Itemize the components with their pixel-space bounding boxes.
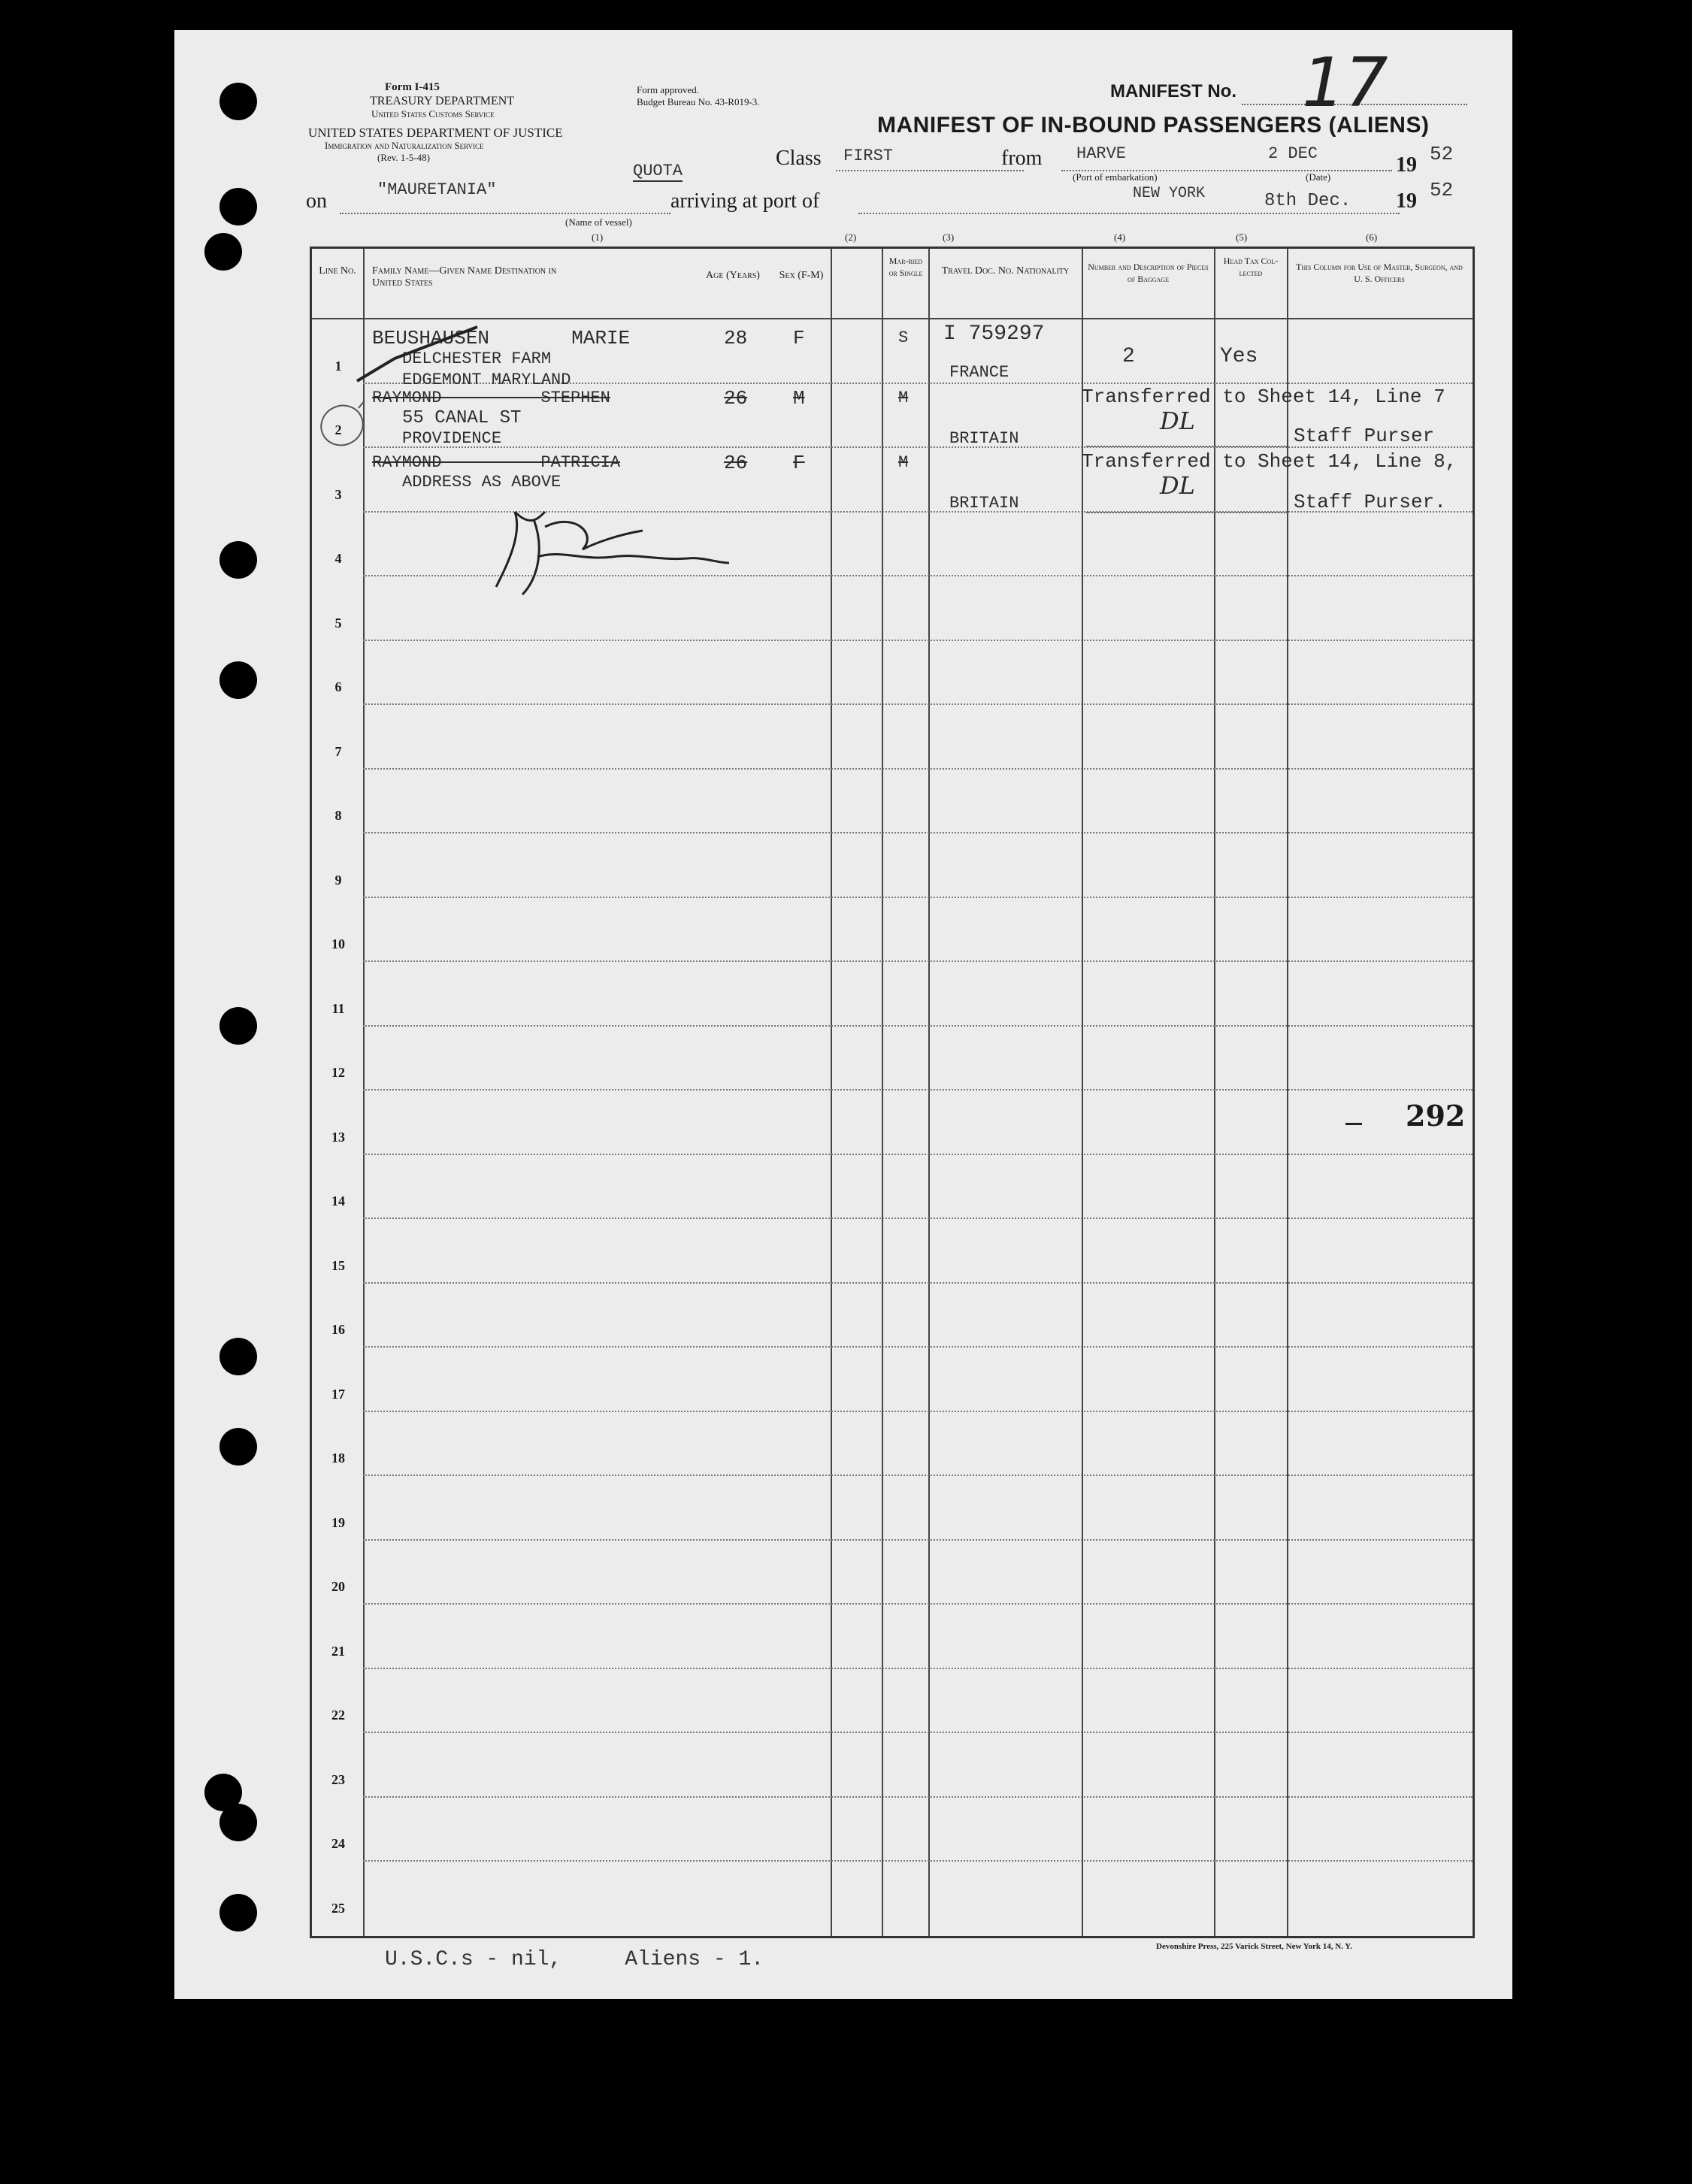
p2-addr1: 55 CANAL ST xyxy=(402,408,522,428)
check-mark-icon xyxy=(350,321,485,389)
binder-hole xyxy=(219,1428,257,1466)
class-value: FIRST xyxy=(843,147,894,165)
row-rule xyxy=(363,1860,1473,1862)
p1-addr2: EDGEMONT MARYLAND xyxy=(402,371,571,389)
binder-hole xyxy=(219,661,257,699)
line-number: 8 xyxy=(334,808,342,823)
stamp-number: 292 xyxy=(1406,1099,1466,1133)
row-rule xyxy=(363,640,1473,641)
binder-hole xyxy=(219,1804,257,1841)
p2-officer: Staff Purser xyxy=(1294,425,1435,447)
p1-baggage: 2 xyxy=(1122,345,1135,368)
quota-stamp: QUOTA xyxy=(633,162,683,180)
p1-age: 28 xyxy=(724,327,748,349)
line-number: 24 xyxy=(331,1836,345,1851)
p1-nationality: FRANCE xyxy=(949,363,1009,382)
header-headtax: Head Tax Col-lected xyxy=(1223,256,1279,278)
p3-name: RAYMOND PATRICIA xyxy=(372,453,621,472)
row-rule xyxy=(363,1475,1473,1476)
row-rule xyxy=(363,768,1473,770)
line-number: 1 xyxy=(334,358,342,374)
col-number: (3) xyxy=(943,231,955,243)
line-number: 12 xyxy=(331,1065,345,1080)
line-number: 18 xyxy=(331,1450,345,1466)
arrival-year-prefix: 19 xyxy=(1396,189,1417,213)
col-number: (4) xyxy=(1114,231,1126,243)
row-rule xyxy=(363,897,1473,898)
header-travel: Travel Doc. No. Nationality xyxy=(941,265,1070,277)
date-value: 2 DEC xyxy=(1268,144,1318,163)
row-rule xyxy=(363,1411,1473,1412)
printer-credit: Devonshire Press, 225 Varick Street, New York 14, N. Y. xyxy=(1156,1942,1352,1951)
line-number: 6 xyxy=(334,679,342,694)
col-number: (1) xyxy=(592,231,604,243)
p2-addr2: PROVIDENCE xyxy=(402,429,502,448)
header-name: Family Name—Given Name Destination in United States xyxy=(372,265,557,289)
p2-nationality: BRITAIN xyxy=(949,429,1019,448)
p3-officer: Staff Purser. xyxy=(1294,491,1446,513)
p3-transfer: Transferred to Sheet 14, Line 8, xyxy=(1082,450,1457,473)
line-number: 10 xyxy=(331,936,345,951)
line-number: 19 xyxy=(331,1514,345,1530)
manifest-title: MANIFEST OF IN-BOUND PASSENGERS (ALIENS) xyxy=(877,113,1430,138)
ins-service: Immigration and Naturalization Service xyxy=(325,140,484,151)
p3-sex: F xyxy=(793,452,805,474)
row-rule xyxy=(363,1732,1473,1733)
arrival-year: 52 xyxy=(1430,179,1454,201)
line-number: 4 xyxy=(334,551,342,566)
customs-service: United States Customs Service xyxy=(371,108,495,119)
from-value: HARVE xyxy=(1076,144,1127,163)
row-rule xyxy=(363,1668,1473,1669)
line-number: 13 xyxy=(331,1129,345,1145)
line-number: 20 xyxy=(331,1579,345,1594)
header-sex: Sex (F-M) xyxy=(779,270,824,281)
year-value: 52 xyxy=(1430,143,1454,165)
p3-initials: DL xyxy=(1160,471,1195,500)
arriving-label: arriving at port of xyxy=(670,189,820,213)
form-number: Form I-415 xyxy=(385,81,440,93)
p2-sex: M xyxy=(793,387,805,410)
row-rule xyxy=(363,1025,1473,1027)
arrival-date: 8th Dec. xyxy=(1264,191,1351,211)
p1-doc: I 759297 xyxy=(943,322,1045,346)
signature-icon xyxy=(492,504,733,602)
line-number: 3 xyxy=(334,486,342,502)
row-rule xyxy=(363,1539,1473,1541)
row-rule xyxy=(363,703,1473,705)
row-rule xyxy=(363,1346,1473,1348)
line-number: 14 xyxy=(331,1193,345,1208)
line-number: 2 xyxy=(334,422,342,437)
vessel-caption: (Name of vessel) xyxy=(565,216,632,228)
row-rule xyxy=(363,1282,1473,1284)
header-age: Age (Years) xyxy=(706,270,760,281)
binder-hole xyxy=(219,83,257,120)
p2-initials: DL xyxy=(1160,407,1195,435)
line-number: 23 xyxy=(331,1771,345,1787)
binder-hole xyxy=(219,1007,257,1045)
row-rule xyxy=(363,1218,1473,1219)
line-number: 22 xyxy=(331,1708,345,1723)
p2-age: 26 xyxy=(724,387,748,410)
binder-hole xyxy=(219,1894,257,1931)
col-number: (2) xyxy=(845,231,857,243)
line-number: 11 xyxy=(331,1000,345,1016)
row-rule xyxy=(363,1154,1473,1155)
from-label: from xyxy=(1001,147,1043,170)
line-number: 21 xyxy=(331,1643,345,1659)
header-baggage: Number and Description of Pieces of Baggage xyxy=(1088,262,1209,284)
line-number: 7 xyxy=(334,743,342,759)
year-prefix: 19 xyxy=(1396,153,1417,177)
p1-status: S xyxy=(898,328,909,347)
date-caption: (Date) xyxy=(1306,171,1331,183)
row-rule xyxy=(363,832,1473,833)
revision: (Rev. 1-5-48) xyxy=(377,152,430,163)
p2-status: M xyxy=(898,389,909,407)
manifest-table xyxy=(310,247,1475,1938)
port-caption: (Port of embarkation) xyxy=(1073,171,1158,183)
p3-addr1: ADDRESS AS ABOVE xyxy=(402,473,561,492)
header-married: Mar-ried or Single xyxy=(888,256,923,278)
vessel-name: "MAURETANIA" xyxy=(377,180,497,199)
p1-sex: F xyxy=(793,327,805,349)
col-number: (5) xyxy=(1236,231,1248,243)
p3-age: 26 xyxy=(724,452,748,474)
line-number: 16 xyxy=(331,1322,345,1337)
row-rule xyxy=(363,1603,1473,1605)
binder-hole xyxy=(219,541,257,579)
manifest-number: 17 xyxy=(1302,44,1388,123)
p3-status: M xyxy=(898,453,909,472)
line-number: 25 xyxy=(331,1900,345,1916)
p2-transfer: Transferred to Sheet 14, Line 7 xyxy=(1082,386,1445,408)
p1-headtax: Yes xyxy=(1220,345,1258,368)
circle-mark-icon xyxy=(312,399,372,452)
line-number: 9 xyxy=(334,872,342,888)
class-label: Class xyxy=(776,147,822,170)
p1-name: BEUSHAUSEN MARIE xyxy=(372,327,631,349)
on-label: on xyxy=(306,189,327,213)
binder-hole xyxy=(219,1338,257,1375)
row-rule xyxy=(363,1796,1473,1798)
p3-nationality: BRITAIN xyxy=(949,494,1019,513)
form-approved: Form approved. xyxy=(637,84,700,95)
binder-hole xyxy=(204,233,242,271)
manifest-number-label: MANIFEST No. xyxy=(1110,81,1236,101)
col-number: (6) xyxy=(1366,231,1378,243)
row-rule xyxy=(363,1089,1473,1090)
footer-summary: U.S.C.s - nil, Aliens - 1. xyxy=(385,1948,764,1971)
treasury-dept: TREASURY DEPARTMENT xyxy=(370,95,515,107)
header-officers: This Column for Use of Master, Surgeon, and U. S. Officers xyxy=(1296,262,1463,284)
budget-bureau: Budget Bureau No. 43-R019-3. xyxy=(637,96,760,107)
row-rule xyxy=(363,960,1473,962)
p2-name: RAYMOND STEPHEN xyxy=(372,389,610,407)
line-number: 17 xyxy=(331,1386,345,1402)
p1-addr1: DELCHESTER FARM xyxy=(402,349,552,368)
justice-dept: UNITED STATES DEPARTMENT OF JUSTICE xyxy=(308,126,563,140)
arrival-port: NEW YORK xyxy=(1133,185,1206,202)
binder-hole xyxy=(219,188,257,225)
line-number: 15 xyxy=(331,1257,345,1273)
stamp-dash xyxy=(1345,1123,1362,1125)
line-number: 5 xyxy=(334,615,342,631)
header-line-no: Line No. xyxy=(319,265,356,277)
